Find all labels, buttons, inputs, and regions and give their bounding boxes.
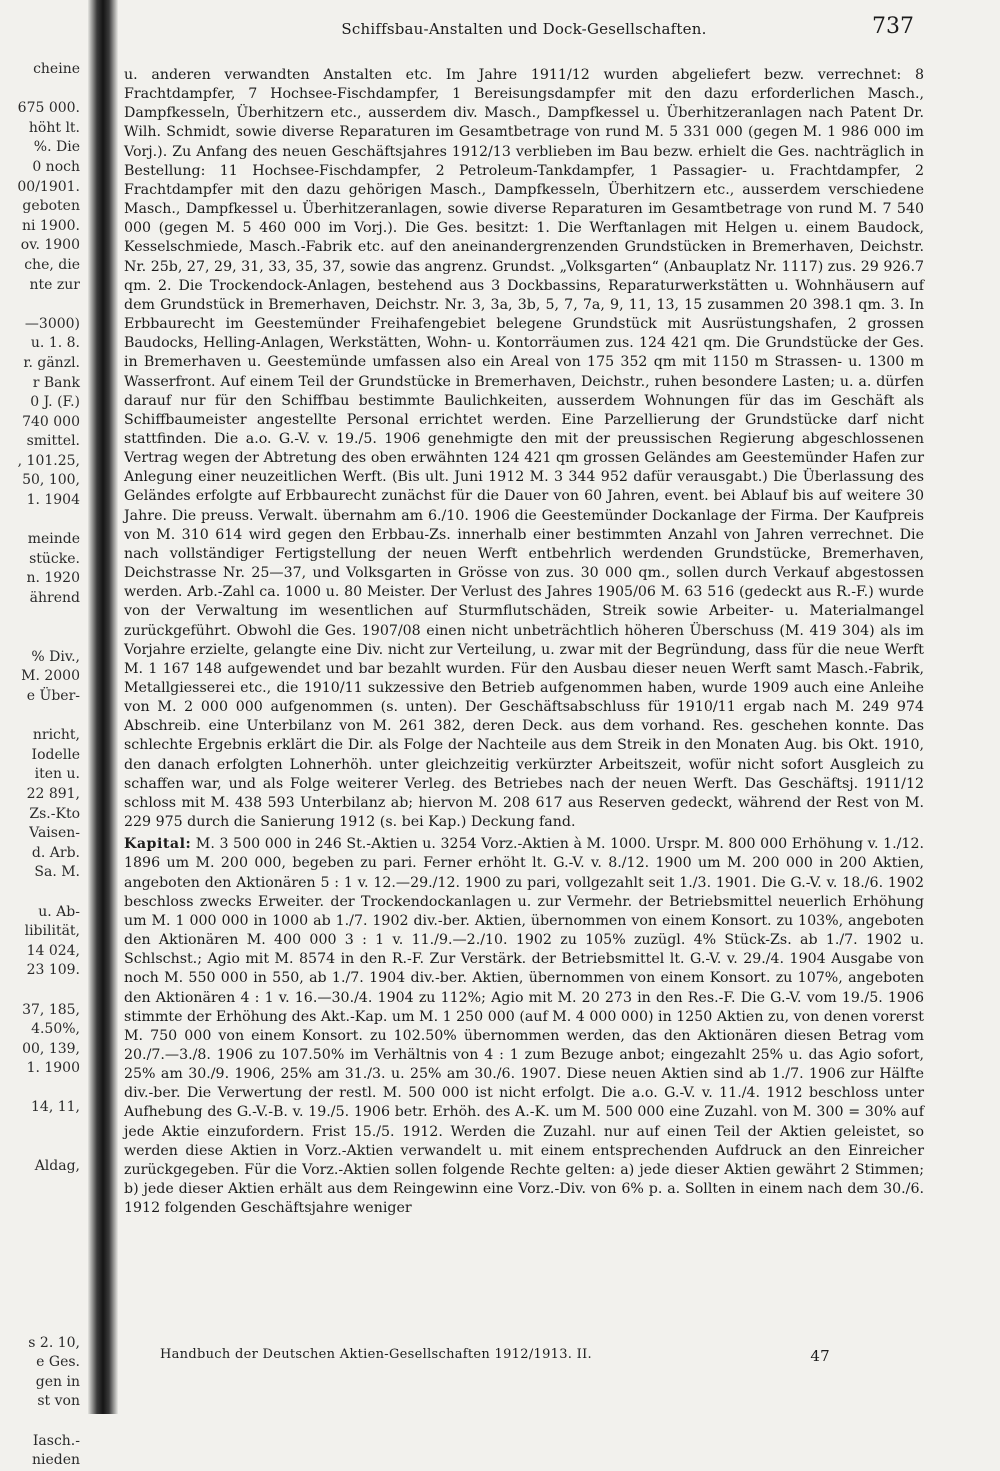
adjacent-page-line: nieden — [31, 1452, 80, 1469]
adjacent-page-line: st von — [37, 1393, 80, 1410]
adjacent-page-line: 675 000. — [17, 100, 80, 117]
page-number: 737 — [872, 14, 914, 39]
adjacent-page-line: —3000) — [24, 315, 80, 332]
footer-signature-number: 47 — [810, 1347, 830, 1365]
adjacent-page-line — [0, 628, 84, 648]
adjacent-page-line: iten u. — [34, 766, 80, 783]
adjacent-page-line: smittel. — [26, 433, 80, 450]
adjacent-page-line — [0, 1118, 84, 1138]
adjacent-page-line: nte zur — [29, 276, 80, 293]
paragraph-text: u. anderen verwandten Anstalten etc. Im Jahre 1911/12 wurden abgeliefert bezw. verrechnet: 8 Frachtdampfer, 7 Hochsee-Fischdampfer, 1 Bereisungsdampfer mit den dazu erforderlichen Masch., Dampfkesseln, Überhitzern etc., ausserdem div. Masch., Dampfkessel u. Überhitzeranlagen nach Patent Dr. Wilh. Schmidt, sowie diverse Reparaturen im Gesamtbetrage von rund M. 5 331 000 (gegen M. 1 986 000 im Vorj.). Zu Anfang des neuen Geschäftsjahres 1912/13 verblieben im Bau bezw. erhielt die Ges. nachträglich in Bestellung: 11 Hochsee-Fischdampfer, 2 Petroleum-Tankdampfer, 1 Passagier- u. Frachtdampfer, 2 Frachtdampfer mit den dazu gehörigen Masch., Dampfkesseln, Überhitzern etc., ausserdem verschiedene Masch., Dampfkessel u. Überhitzeranlagen, sowie diverse Reparaturen im Gesamtbetrage von rund M. 7 540 000 (gegen M. 5 460 000 im Vorj.). Die Ges. besitzt: 1. Die Werftanlagen mit Helgen u. einem Baudock, Kesselschmiede, Masch.-Fabrik etc. auf den aneinandergrenzenden Grundstücken in Bremerhaven, Deichstr. Nr. 25b, 27, 29, 31, 33, 35, 37, sowie das angrenz. Grundst. „Volksgarten“ (Anbauplatz Nr. 1117) zus. 29 926.7 qm. 2. Die Trockendock-Anlagen, bestehend aus 3 Dockbassins, Reparaturwerkstätten u. Wohnhäusern auf dem Grundstück in Bremerhaven, Deichstr. Nr. 3, 3a, 3b, 5, 7, 7a, 9, 11, 13, 15 zusammen 20 398.1 qm. 3. In Erbbaurecht im Geestemünder Freihafengebiet belegene Grundstück mit Ausrüstungshafen, 2 grossen Baudocks, Helling-Anlagen, Werkstätten, Wohn- u. Kontorräumen zus. 124 421 qm. Die Grundstücke der Ges. in Bremerhaven u. Geestemünde umfassen also ein Areal von 175 352 qm mit 1150 m Strassen- u. 1300 m Wasserfront. Auf einem Teil der Grundstücke in Bremerhaven, Deichstr., ruhen besondere Lasten; u. a. dürfen darauf nur für den Schiffbau bestimmte Baulichkeiten, ausserdem Wohnungen für das im Geschäft als Schiffbaumeister angestellte Personal errichtet werden. Eine Parzellierung der Grundstücke darf nicht stattfinden. Die a.o. G.-V. v. 19./5. 1906 genehmigte den mit der preussischen Regierung abgeschlossenen Vertrag wegen der Abtretung des oben erwähnten 124 421 qm grossen Geländes am Geestemünder Hafen zur Anlegung einer neuzeitlichen Werft. (Bis ult. Juni 1912 M. 3 344 952 dafür verausgabt.) Die Überlassung des Geländes erfolgte auf Erbbaurecht zunächst für die Dauer von 60 Jahren, event. bei Ablauf bis auf weitere 30 Jahre. Die preuss. Verwalt. übernahm am 6./10. 1906 die Geestemünder Dockanlage der Firma. Der Kaufpreis von M. 310 614 wird gegen den Erbbau-Zs. innerhalb einer bestimmten Anzahl von Jahren verrechnet. Die nach vollständiger Fertigstellung der neuen Werft entbehrlich werdenden Grundstücke, Bremerhaven, Deichstrasse Nr. 25—37, und Volksgarten in Grösse von zus. 30 000 qm., sollen durch Verkauf abgestossen werden. Arb.-Zahl ca. 1000 u. 80 Meister. Der Verlust des Jahres 1905/06 M. 63 516 (gedeckt aus R.-F.) wurde von der Verwaltung im wesentlichen auf Sturmflutschäden, Streik sowie Arbeiter- u. Materialmangel zurückgeführt. Obwohl die Ges. 1907/08 einen nicht unbeträchtlich höheren Überschuss (M. 419 304) als im Vorjahre erzielte, gelangte eine Div. nicht zur Verteilung, u. zwar mit der Begründung, dass für die neue Werft M. 1 167 148 aufgewendet und bar bezahlt wurden. Für den Ausbau dieser neuen Werft samt Masch.-Fabrik, Metallgiesserei etc., die 1910/11 sukzessive den Betrieb aufgenommen haben, wurde 1909 auch eine Anleihe von M. 2 000 000 aufgenommen (s. unten). Der Geschäftsabschluss für 1910/11 ergab nach M. 249 974 Abschreib. eine Unterbilanz von M. 261 382, deren Deck. aus dem vorhand. Res. geschehen konnte. Das schlechte Ergebnis erklärt die Dir. als Folge der Nachteile aus dem Streik in den Monaten Aug. bis Okt. 1910, den danach erfolgten Lohnerhöh. unter gleichzeitig verkürzter Arbeitszeit, wofür nicht sofort Ausgleich zu schaffen war, und als Folge weiterer Verleg. des Betriebes nach der neuen Werft. Das Geschäftsj. 1911/12 schloss mit M. 438 593 Unterbilanz ab; hiervon M. 208 617 aus Reserven gedeckt, während der Rest von M. 229 975 durch die Sanierung 1912 (s. bei Kap.) Deckung fand. — [124, 67, 924, 831]
adjacent-page-line: 14, 11, — [31, 1099, 80, 1116]
adjacent-page-line: 1. 1904 — [26, 492, 80, 509]
adjacent-page-line: n. 1920 — [26, 570, 80, 587]
adjacent-page-line: 0 noch — [32, 158, 80, 175]
body-text — [124, 66, 924, 1356]
adjacent-page-line: Sa. M. — [34, 864, 80, 881]
adjacent-page-column — [0, 60, 84, 1469]
adjacent-page-line: 1. 1900 — [26, 1060, 80, 1077]
paragraph-text: M. 3 500 000 in 246 St.-Aktien u. 3254 Vorz.-Aktien à M. 1000. Urspr. M. 800 000 Erhöhung v. 1./12. 1896 um M. 200 000, begeben zu pari. Ferner erhöht lt. G.-V. v. 8./12. 1900 um M. 200 000 in 200 Aktien, angeboten den Aktionären 5 : 1 v. 12.—29./12. 1900 zu pari, vollgezahlt seit 1./3. 1901. Die G.-V. v. 18./6. 1902 beschloss zwecks Erweiter. der Trockendockanlagen u. zur Vermehr. der Betriebsmittel neuerlich Erhöhung um M. 1 000 000 in 1000 ab 1./7. 1902 div.-ber. Aktien, übernommen von einem Konsort. zu 103%, angeboten den Aktionären M. 400 000 3 : 1 v. 11./9.—2./10. 1902 zu 105% zuzügl. 4% Stück-Zs. ab 1./7. 1902 u. Schlschst.; Agio mit M. 8574 in den R.-F. Zur Verstärk. der Betriebsmittel lt. G.-V. v. 29./4. 1904 Ausgabe von noch M. 550 000 in 550, ab 1./7. 1904 div.-ber. Aktien, übernommen von einem Konsort. zu 107%, angeboten den Aktionären 4 : 1 v. 16.—30./4. 1904 zu 112%; Agio mit M. 20 273 in den Res.-F. Die G.-V. vom 19./5. 1906 stimmte der Erhöhung des Akt.-Kap. um M. 1 250 000 (auf M. 4 000 000) in 1250 Aktien zu, von denen vorerst M. 750 000 von einem Konsort. zu 102.50% übernommen werden, das den Aktionären diesen Betrag vom 20./7.—3./8. 1906 zu 107.50% im Verhältnis von 4 : 1 zum Bezuge anbot; eingezahlt 25% u. das Agio sofort, 25% am 30./9. 1906, 25% am 31./3. u. 25% am 30./6. 1907. Diese neuen Aktien sind ab 1./7. 1906 zur Hälfte div.-ber. Die Verwertung der restl. M. 500 000 ist nicht erfolgt. Die a.o. G.-V. v. 11./4. 1912 beschloss unter Aufhebung des G.-V.-B. v. 19./5. 1906 betr. Erhöh. des A.-K. um M. 500 000 eine Zuzahl. von M. 300 = 30% auf jede Aktie einzufordern. Frist 15./5. 1912. Werden die Zuzahl. nur auf einen Teil der Aktien geleistet, so werden diese Aktien in Vorz.-Aktien verwandelt u. mit einem entsprechenden Aufdruck an den Einreicher zurückgegeben. Für die Vorz.-Aktien sollen folgende Rechte gelten: a) jede dieser Aktien gewährt 2 Stimmen; b) jede dieser Aktien erhält aus dem Reingewinn eine Vorz.-Div. von 6% p. a. Sollten in einem nach dem 30./6. 1912 folgenden Geschäftsjahre weniger — [124, 836, 924, 1217]
adjacent-page-line — [0, 511, 84, 531]
adjacent-page-line: , 101.25, — [17, 452, 80, 469]
adjacent-page-line: libilität, — [24, 923, 80, 940]
adjacent-page-line: d. Arb. — [31, 844, 80, 861]
adjacent-page-line: 23 109. — [26, 962, 80, 979]
adjacent-page-line: M. 2000 — [21, 668, 80, 685]
adjacent-page-line — [0, 609, 84, 629]
adjacent-page-line — [0, 1196, 84, 1216]
adjacent-page-line — [0, 1255, 84, 1275]
adjacent-page-line: Zs.-Kto — [29, 805, 80, 822]
adjacent-page-line: e Über- — [26, 688, 80, 704]
adjacent-page-line: stücke. — [29, 550, 80, 567]
adjacent-page-line: 4.50%, — [31, 1021, 80, 1038]
adjacent-page-line: 37, 185, — [22, 1001, 80, 1018]
adjacent-page-line: nricht, — [32, 727, 80, 744]
adjacent-page-line — [0, 1314, 84, 1334]
adjacent-page-line: meinde — [27, 531, 80, 548]
page-footer — [160, 1347, 830, 1371]
section-heading-kapital: Kapital: — [124, 836, 192, 853]
adjacent-page-line: 00, 139, — [22, 1040, 80, 1057]
adjacent-page-line: r Bank — [32, 374, 80, 391]
adjacent-page-line: u. 1. 8. — [30, 335, 80, 352]
adjacent-page-line — [0, 295, 84, 315]
header-title: Schiffsbau-Anstalten und Dock-Gesellschaften. — [341, 20, 707, 38]
adjacent-page-line: 50, 100, — [22, 472, 80, 489]
adjacent-page-line — [0, 1177, 84, 1197]
adjacent-page-line: r. gänzl. — [23, 354, 80, 371]
adjacent-page-line: % Div., — [31, 648, 80, 665]
adjacent-page-line: s 2. 10, — [28, 1334, 80, 1351]
footer-text: Handbuch der Deutschen Aktien-Gesellschaften 1912/1913. II. — [160, 1347, 592, 1362]
adjacent-page-line — [0, 883, 84, 903]
adjacent-page-line: 00/1901. — [17, 178, 80, 195]
adjacent-page-line: ni 1900. — [21, 217, 80, 234]
adjacent-page-line: Iasch.- — [32, 1432, 80, 1449]
adjacent-page-line — [0, 80, 84, 100]
adjacent-page-line: %. Die — [33, 139, 80, 156]
adjacent-page-line: Iodelle — [31, 746, 80, 763]
page-fold-shadow — [88, 0, 118, 1414]
adjacent-page-line: geboten — [22, 198, 80, 215]
adjacent-page-line: 0 J. (F.) — [30, 394, 80, 411]
adjacent-page-line — [0, 1412, 84, 1432]
adjacent-page-line: u. Ab- — [38, 903, 80, 920]
adjacent-page-line: höht lt. — [28, 119, 80, 136]
adjacent-page-line — [0, 1216, 84, 1236]
adjacent-page-line: 14 024, — [26, 942, 80, 959]
adjacent-page-line: 740 000 — [22, 413, 80, 430]
adjacent-page-line — [0, 1138, 84, 1158]
adjacent-page-line: ährend — [29, 590, 80, 607]
adjacent-page-line — [0, 1275, 84, 1295]
adjacent-page-line — [0, 1294, 84, 1314]
adjacent-page-line — [0, 981, 84, 1001]
adjacent-page-line: 22 891, — [26, 785, 80, 802]
adjacent-page-line: cheine — [33, 61, 80, 77]
adjacent-page-line — [0, 1236, 84, 1256]
adjacent-page-line: che, die — [24, 256, 80, 273]
adjacent-page-line: ov. 1900 — [20, 237, 80, 254]
running-header — [120, 20, 928, 50]
paragraph-kapital — [124, 835, 924, 1218]
paragraph-company-description — [124, 66, 924, 832]
adjacent-page-line: e Ges. — [36, 1354, 80, 1371]
adjacent-page-line — [0, 707, 84, 727]
adjacent-page-line: gen in — [35, 1373, 80, 1390]
adjacent-page-line: Vaisen- — [29, 825, 80, 842]
adjacent-page-line: Aldag, — [34, 1158, 80, 1175]
adjacent-page-line — [0, 1079, 84, 1099]
